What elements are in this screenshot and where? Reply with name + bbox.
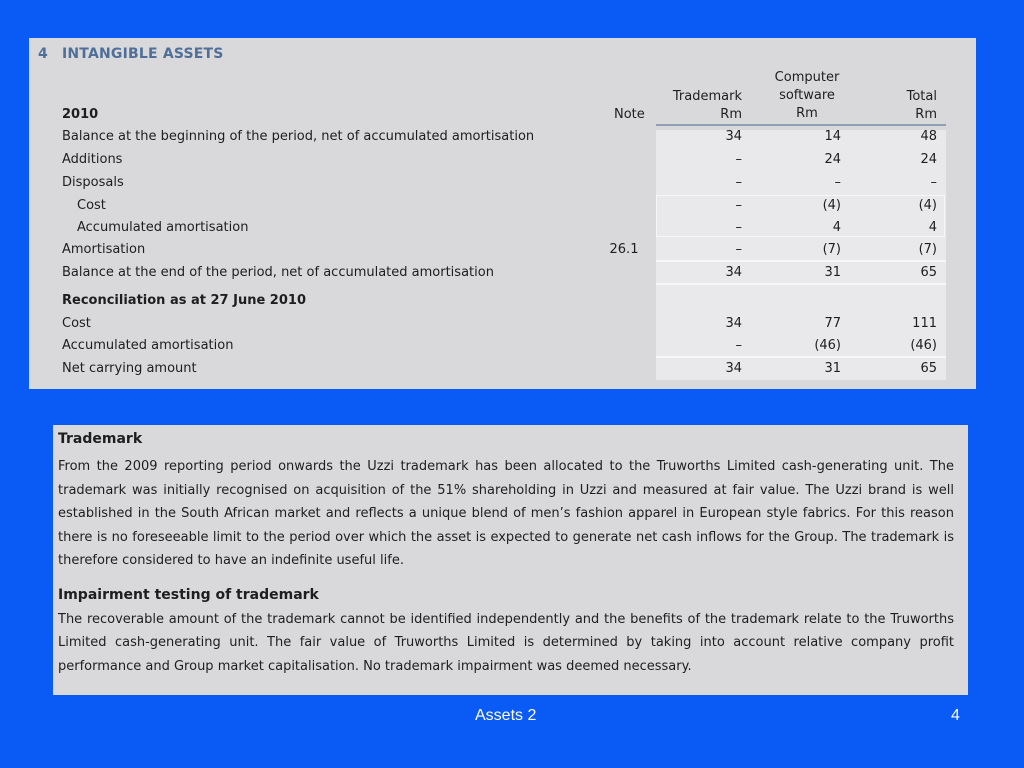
row-label: Disposals [62,175,124,190]
total-value: 24 [920,152,937,167]
total-value: 48 [920,129,937,144]
row-label: Cost [77,198,106,213]
trademark-header [659,88,742,124]
software-value: (46) [814,338,841,353]
header-line: Rm [720,107,742,122]
total-header [877,88,937,124]
row-label: Balance at the beginning of the period, net of accumulated amortisation [62,129,535,144]
impairment-heading: Impairment testing of trademark [58,586,319,603]
impairment-paragraph: The recoverable amount of the trademark cannot be identified independently and the benefits of the trademark relate to the Truworths Limited cash-generating unit. The fair value of Truworths Limited is determined by taking into account relative company profit performance and Group market capitalisation. No trademark impairment was deemed necessary. [58,611,954,674]
total-value: 111 [912,316,937,331]
table-row [29,262,976,284]
total-value: – [930,175,937,190]
section-title-text: INTANGIBLE ASSETS [61,46,224,62]
intangible-assets-table [29,38,976,389]
trademark-value: – [735,198,742,213]
trademark-value: 34 [725,129,742,144]
software-value: 77 [824,316,841,331]
software-value: 31 [824,265,841,280]
table-row [29,149,976,171]
trademark-value: – [735,152,742,167]
reconciliation-title: Reconciliation as at 27 June 2010 [62,293,306,308]
software-header [757,69,857,123]
row-label: Net carrying amount [62,361,197,376]
header-line: Total [906,89,937,104]
footer-title: Assets 2 [475,707,537,724]
table-row [29,217,976,239]
note-header: Note [614,107,645,122]
trademark-value: – [735,338,742,353]
total-value: (4) [918,198,937,213]
total-value: (46) [910,338,937,353]
header-line: Trademark [672,89,742,104]
row-label: Accumulated amortisation [62,338,234,353]
trademark-value: 34 [725,361,742,376]
trademark-text-panel [53,425,968,695]
row-label: Additions [62,152,123,167]
trademark-value: – [735,220,742,235]
trademark-paragraph: From the 2009 reporting period onwards the Uzzi trademark has been allocated to the Truworths Limited cash-generating unit. The trademark was initially recognised on acquisition of the 51% shareholding in Uzzi and measured at fair value. The Uzzi brand is well established in the South African market and reflects a unique blend of men’s fashion apparel in European style fabrics. For this reason there is no foreseeable limit to the period over which the asset is expected to generate net cash inflows for the Group. The trademark is therefore considered to have an indefinite useful life. [58,459,954,568]
total-value: 65 [920,361,937,376]
software-value: (4) [822,198,841,213]
row-label: Cost [62,316,91,331]
row-note: 26.1 [609,242,639,257]
header-line: Rm [796,106,818,121]
table-row [29,335,976,357]
section-number: 4 [38,46,48,62]
reconciliation-heading-row [29,290,976,312]
page-number: 4 [951,707,960,724]
section-title [38,46,224,62]
software-value: (7) [822,242,841,257]
table-row [29,313,976,335]
software-value: 24 [824,152,841,167]
table-row [29,126,976,148]
trademark-heading: Trademark [58,431,143,447]
total-value: 65 [920,265,937,280]
row-label: Balance at the end of the period, net of accumulated amortisation [62,265,494,280]
software-value: 31 [824,361,841,376]
header-line: Rm [915,107,937,122]
row-label: Amortisation [62,242,146,257]
software-value: 14 [824,129,841,144]
trademark-value: – [735,242,742,257]
row-label: Accumulated amortisation [77,220,249,235]
table-row [29,172,976,194]
software-value: 4 [832,220,841,235]
total-value: 4 [928,220,937,235]
header-line: software [779,88,835,103]
trademark-value: 34 [725,316,742,331]
header-line: Computer [774,70,840,85]
software-value: – [834,175,841,190]
table-row [29,239,976,261]
trademark-value: – [735,175,742,190]
total-value: (7) [918,242,937,257]
trademark-value: 34 [725,265,742,280]
table-row [29,358,976,380]
year-header: 2010 [62,107,99,122]
table-row [29,195,976,217]
